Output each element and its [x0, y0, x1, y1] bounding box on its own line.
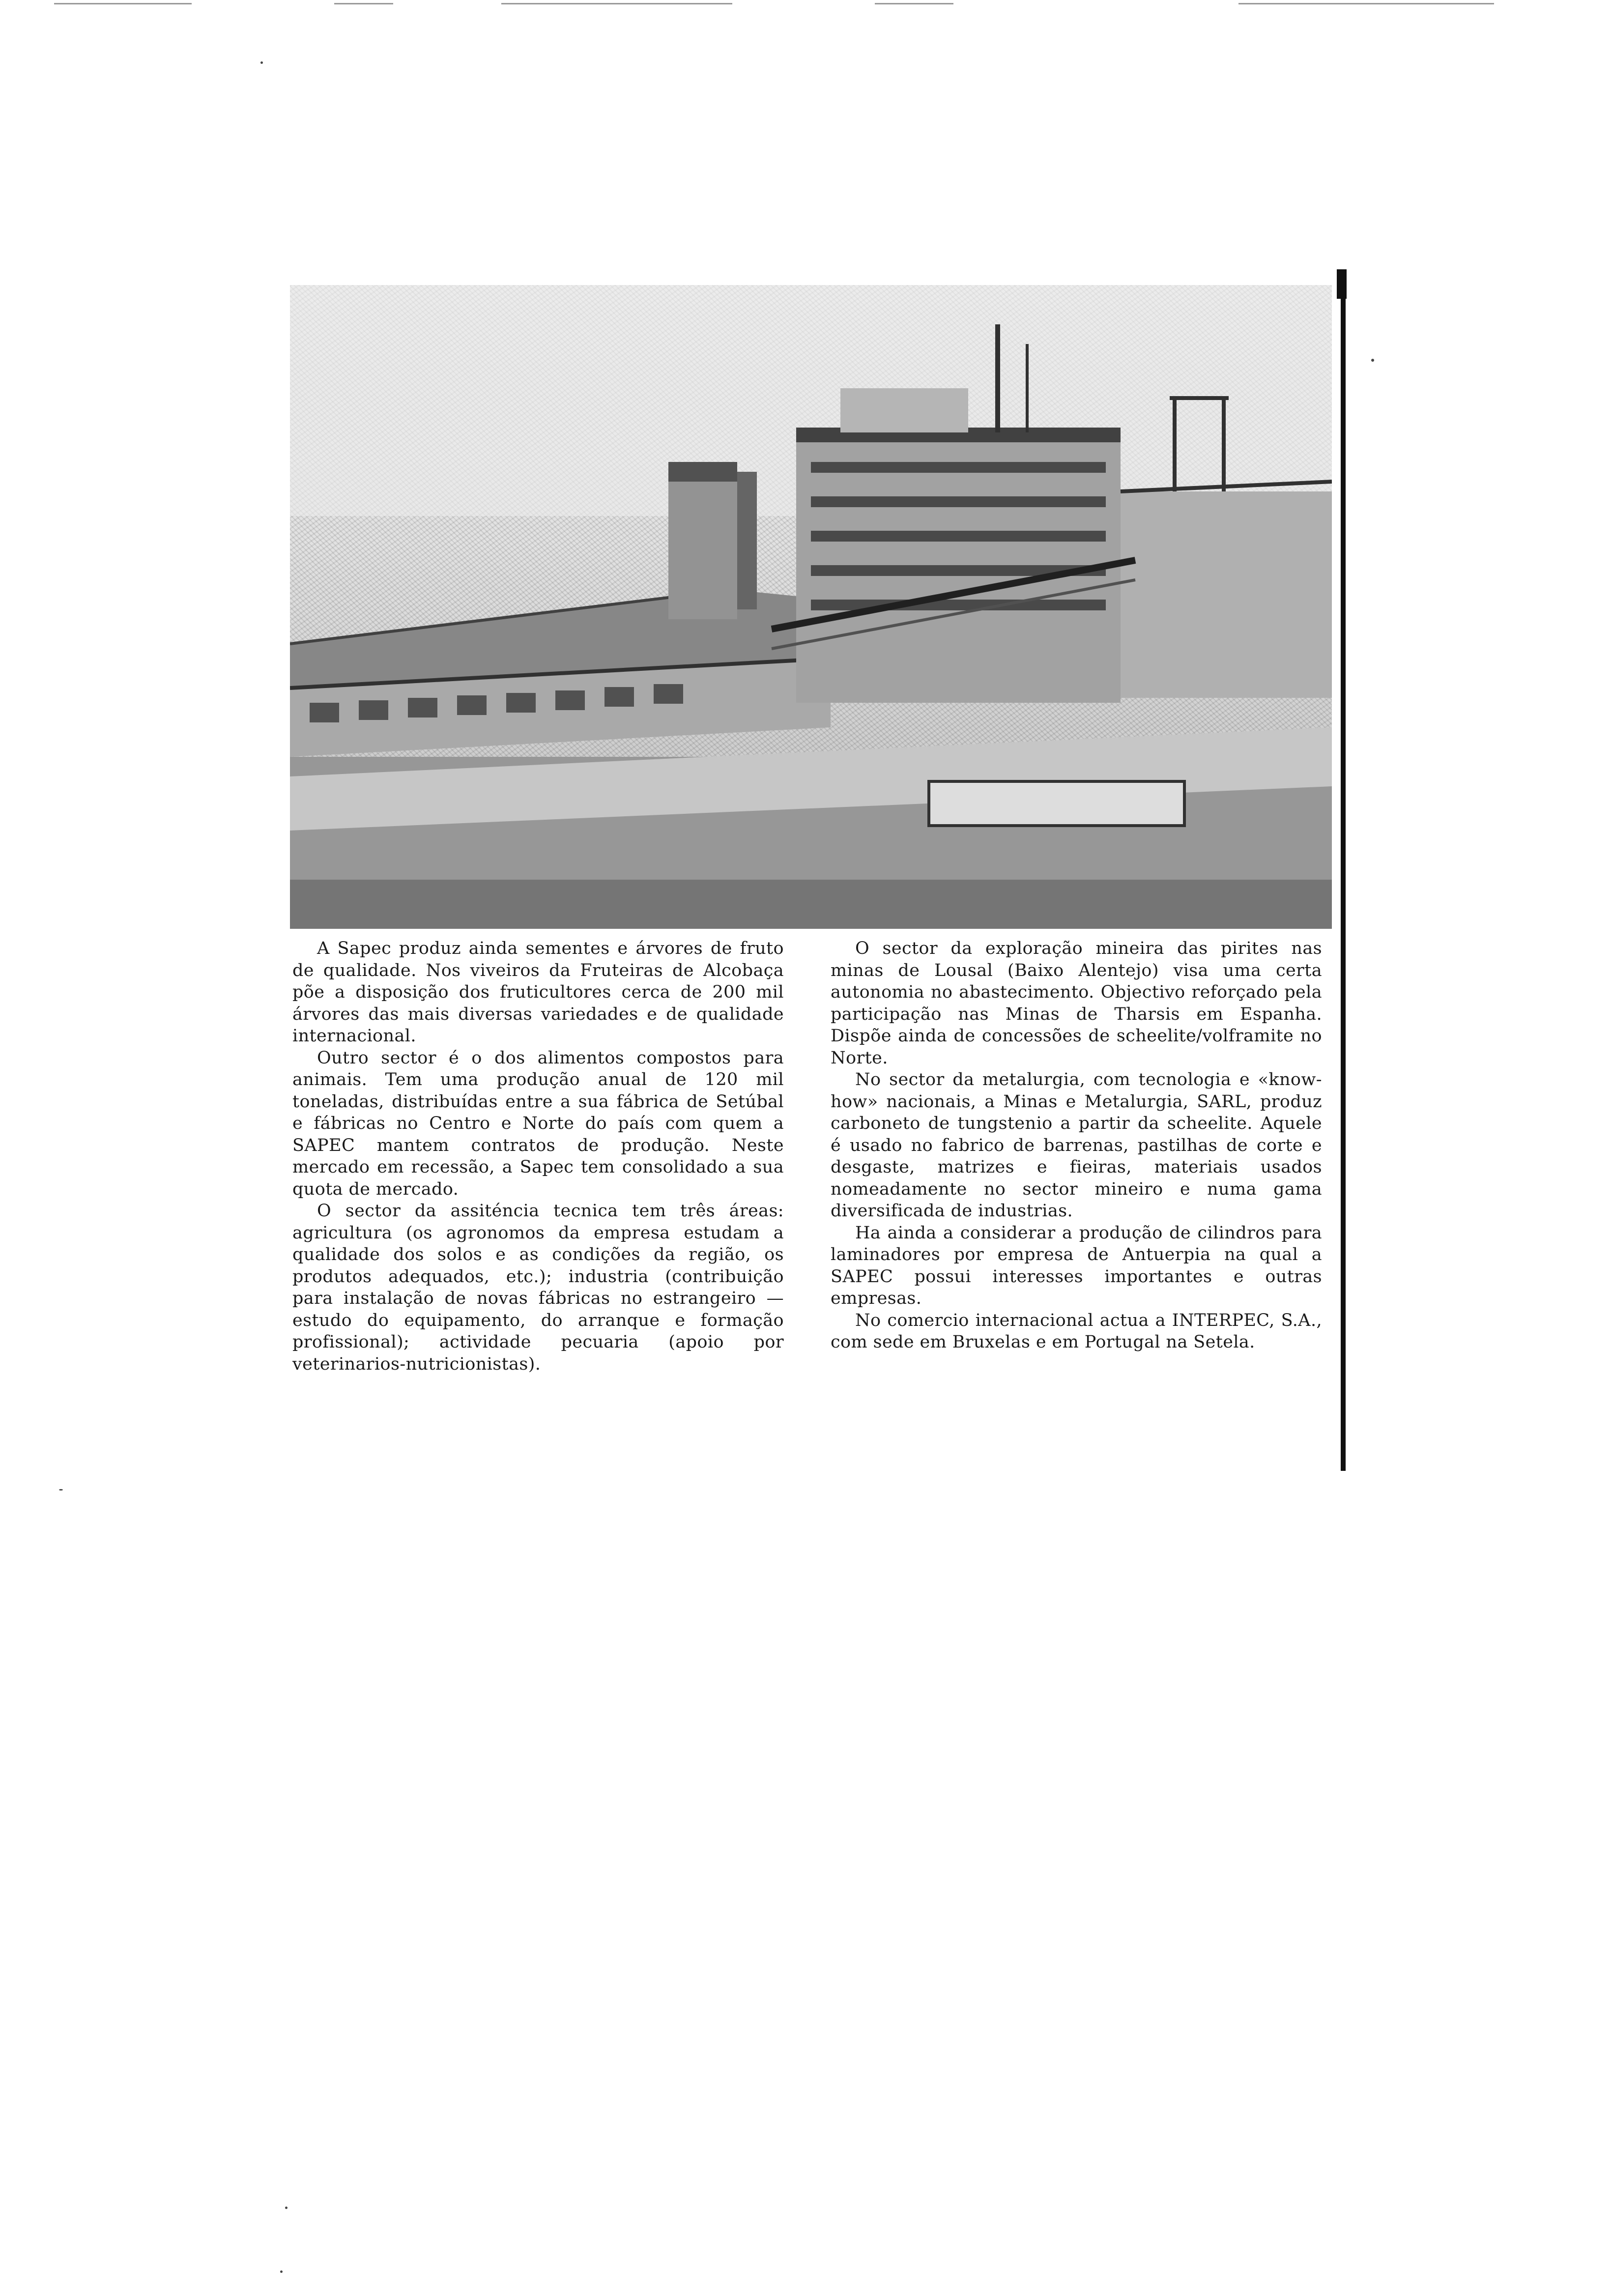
paragraph: O sector da exploração mineira das pirites nas minas de Lousal (Baixo Alentejo) visa uma certa autonomia no abastecimento. Objectivo reforçado pela participação nas Minas de Tharsis em Espanha. Dispõe ainda de concessões de scheelite/volframite no Norte. — [831, 939, 1322, 1068]
scan-speck — [1371, 359, 1374, 362]
scan-speck — [285, 2207, 288, 2209]
paragraph: No comercio internacional actua a INTERPEC, S.A., com sede em Bruxelas e em Portugal na Setela. — [831, 1310, 1322, 1352]
article-column-right — [831, 938, 1322, 1353]
scan-artifact-line — [334, 3, 393, 4]
paragraph: No sector da metalurgia, com tecnologia e «know-how» nacionais, a Minas e Metalurgia, SARL, produz carboneto de tungstenio a partir da scheelite. Aquele é usado no fabrico de barrenas, pastilhas de corte e desgaste, matrizes e fieiras, materiais usados nomeadamente no sector mineiro e numa gama diversificada de industrias. — [831, 1070, 1322, 1221]
scan-artifact-line — [1238, 3, 1494, 4]
scan-speck — [59, 1489, 63, 1491]
newspaper-clipping — [275, 269, 1354, 1473]
factory-illustration — [290, 285, 1332, 929]
paragraph: Outro sector é o dos alimentos compostos para animais. Tem uma produção anual de 120 mil toneladas, distribuídas entre a sua fábrica de Setúbal e fábricas no Centro e Norte do país com quem a SAPEC mantem contratos de produção. Neste mercado em recessão, a Sapec tem consolidado a sua quota de mercado. — [292, 1048, 784, 1199]
scan-artifact-line — [875, 3, 953, 4]
paragraph: O sector da assiténcia tecnica tem três áreas: agricultura (os agronomos da empresa estudam a qualidade dos solos e as condições da região, os produtos adequados, etc.); industria (contribuição para instalação de novas fábricas no estrangeiro — estudo do equipamento, do arranque e formação profissional); actividade pecuaria (apoio por veterinarios-nutricionistas). — [292, 1201, 784, 1374]
scan-artifact-line — [54, 3, 192, 4]
article-column-left — [292, 938, 784, 1375]
column-rule — [1341, 269, 1346, 1471]
scan-artifact-line — [501, 3, 732, 4]
factory-photo — [290, 285, 1332, 929]
paragraph: Ha ainda a considerar a produção de cilindros para laminadores por empresa de Antuerpia na qual a SAPEC possui interesses importantes e outras empresas. — [831, 1223, 1322, 1308]
paragraph: A Sapec produz ainda sementes e árvores de fruto de qualidade. Nos viveiros da Fruteiras de Alcobaça põe a disposição dos fruticultores cerca de 200 mil árvores das mais diversas variedades e de qualidade internacional. — [292, 939, 784, 1046]
scan-speck — [280, 2270, 283, 2273]
scan-speck — [260, 61, 263, 64]
